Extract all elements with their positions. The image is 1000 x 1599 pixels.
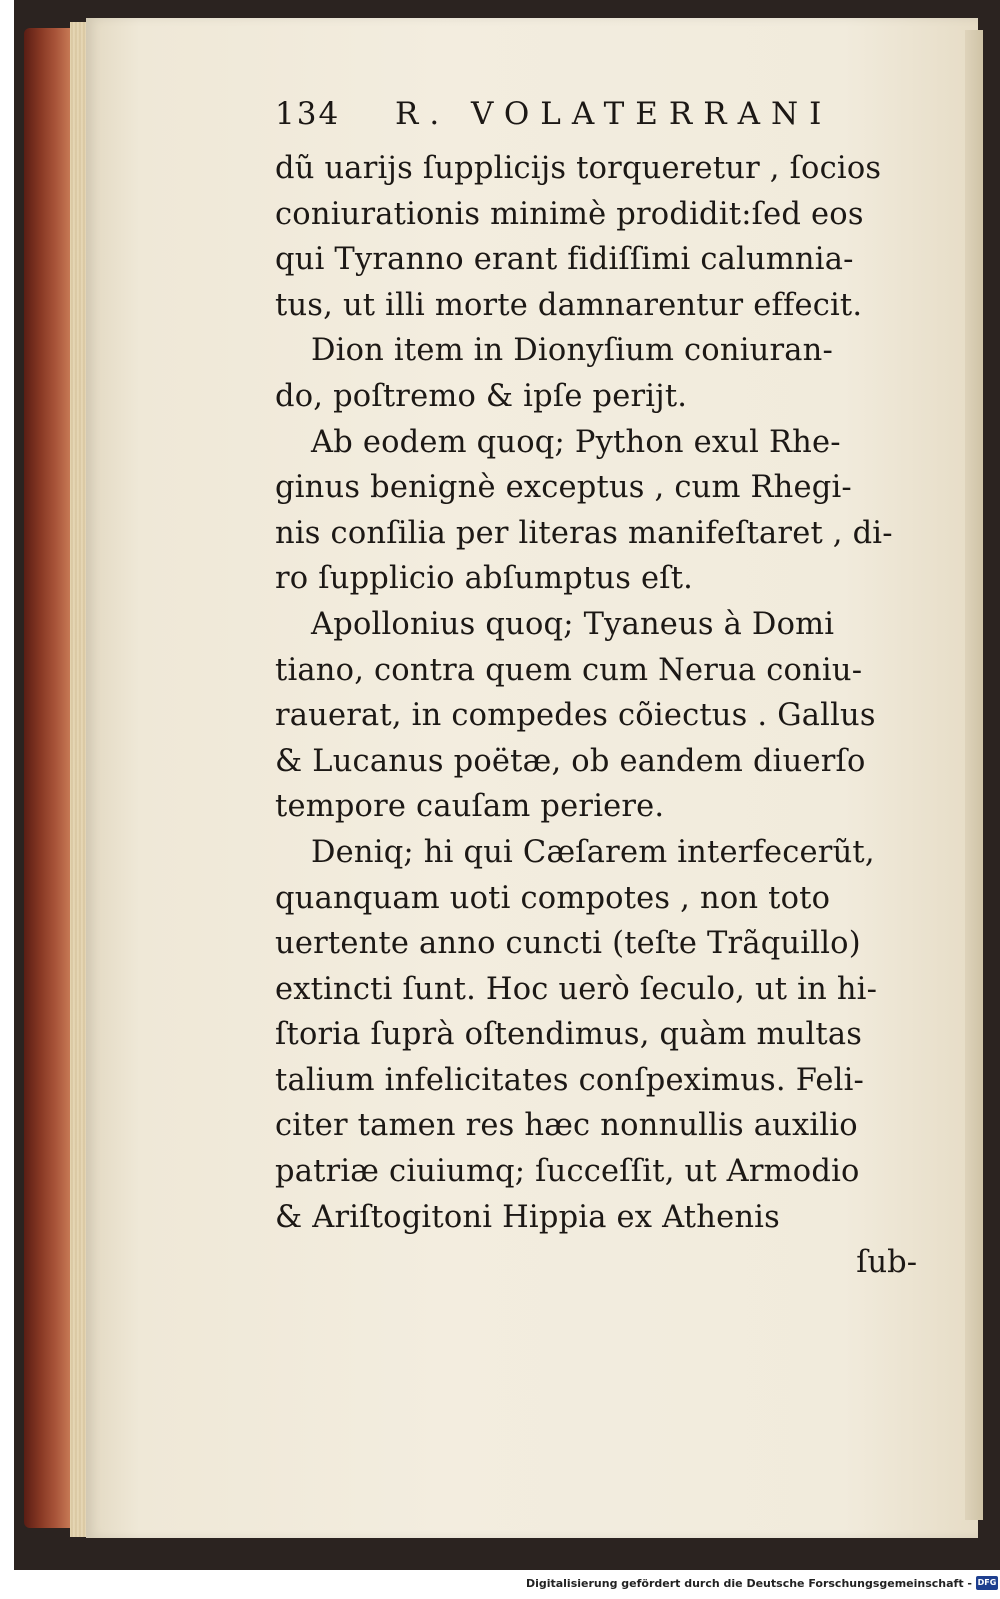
text-line: do, poſtremo & ipſe perijt. [275, 378, 688, 414]
text-line: coniurationis minimè prodidit:ſed eos [275, 196, 864, 232]
page-number: 134 [275, 96, 341, 132]
next-page-edge [965, 30, 983, 1520]
text-line: Dion item in Dionyſium coniuran- [311, 333, 834, 369]
text-line: uertente anno cuncti (teſte Trãquillo) [275, 926, 861, 962]
text-line: ſtoria ſuprà oſtendimus, quàm multas [275, 1017, 863, 1053]
text-line: rauerat, in compedes cõiectus . Gallus [275, 698, 876, 734]
text-line: citer tamen res hæc nonnullis auxilio [275, 1108, 858, 1144]
text-line: dũ uarijs ſupplicijs torqueretur , ſocios [275, 151, 882, 186]
page-text-block [275, 96, 925, 1286]
catchword: ſub- [856, 1245, 917, 1281]
text-line: & Lucanus poëtæ, ob eandem diuerſo [275, 743, 866, 779]
text-line: talium infelicitates conſpeximus. Feli- [275, 1062, 865, 1098]
text-line: Apollonius quoq; Tyaneus à Domi [311, 606, 835, 642]
text-line: qui Tyranno erant fidiſſimi calumnia- [275, 242, 854, 278]
text-line: patriæ ciuiumq; ſucceſſit, ut Armodio [275, 1154, 860, 1190]
text-line: extincti ſunt. Hoc uerò ſeculo, ut in hi- [275, 971, 878, 1007]
text-line: quanquam uoti compotes , non toto [275, 880, 831, 916]
text-line: ginus benignè exceptus , cum Rhegi- [275, 470, 852, 506]
text-line: nis conſilia per literas manifeſtaret , di- [275, 515, 893, 551]
text-line: Ab eodem quoq; Python exul Rhe- [311, 424, 841, 460]
running-title: R. VOLATERRANI [395, 96, 833, 132]
text-line: Deniq; hi qui Cæſarem interfecerũt, [311, 834, 875, 870]
text-line: ro ſupplicio abſumptus eſt. [275, 561, 694, 597]
text-line: & Ariſtogitoni Hippia ex Athenis [275, 1199, 780, 1235]
page-header [275, 96, 925, 146]
funding-credit: Digitalisierung gefördert durch die Deutsche Forschungsgemeinschaft - [525, 1577, 972, 1590]
text-line: tus, ut illi morte damnarentur effecit. [275, 287, 863, 323]
text-line: tiano, contra quem cum Nerua coniu- [275, 652, 863, 688]
text-line: tempore cauſam periere. [275, 789, 665, 825]
dfg-logo-icon: DFG [976, 1576, 998, 1590]
